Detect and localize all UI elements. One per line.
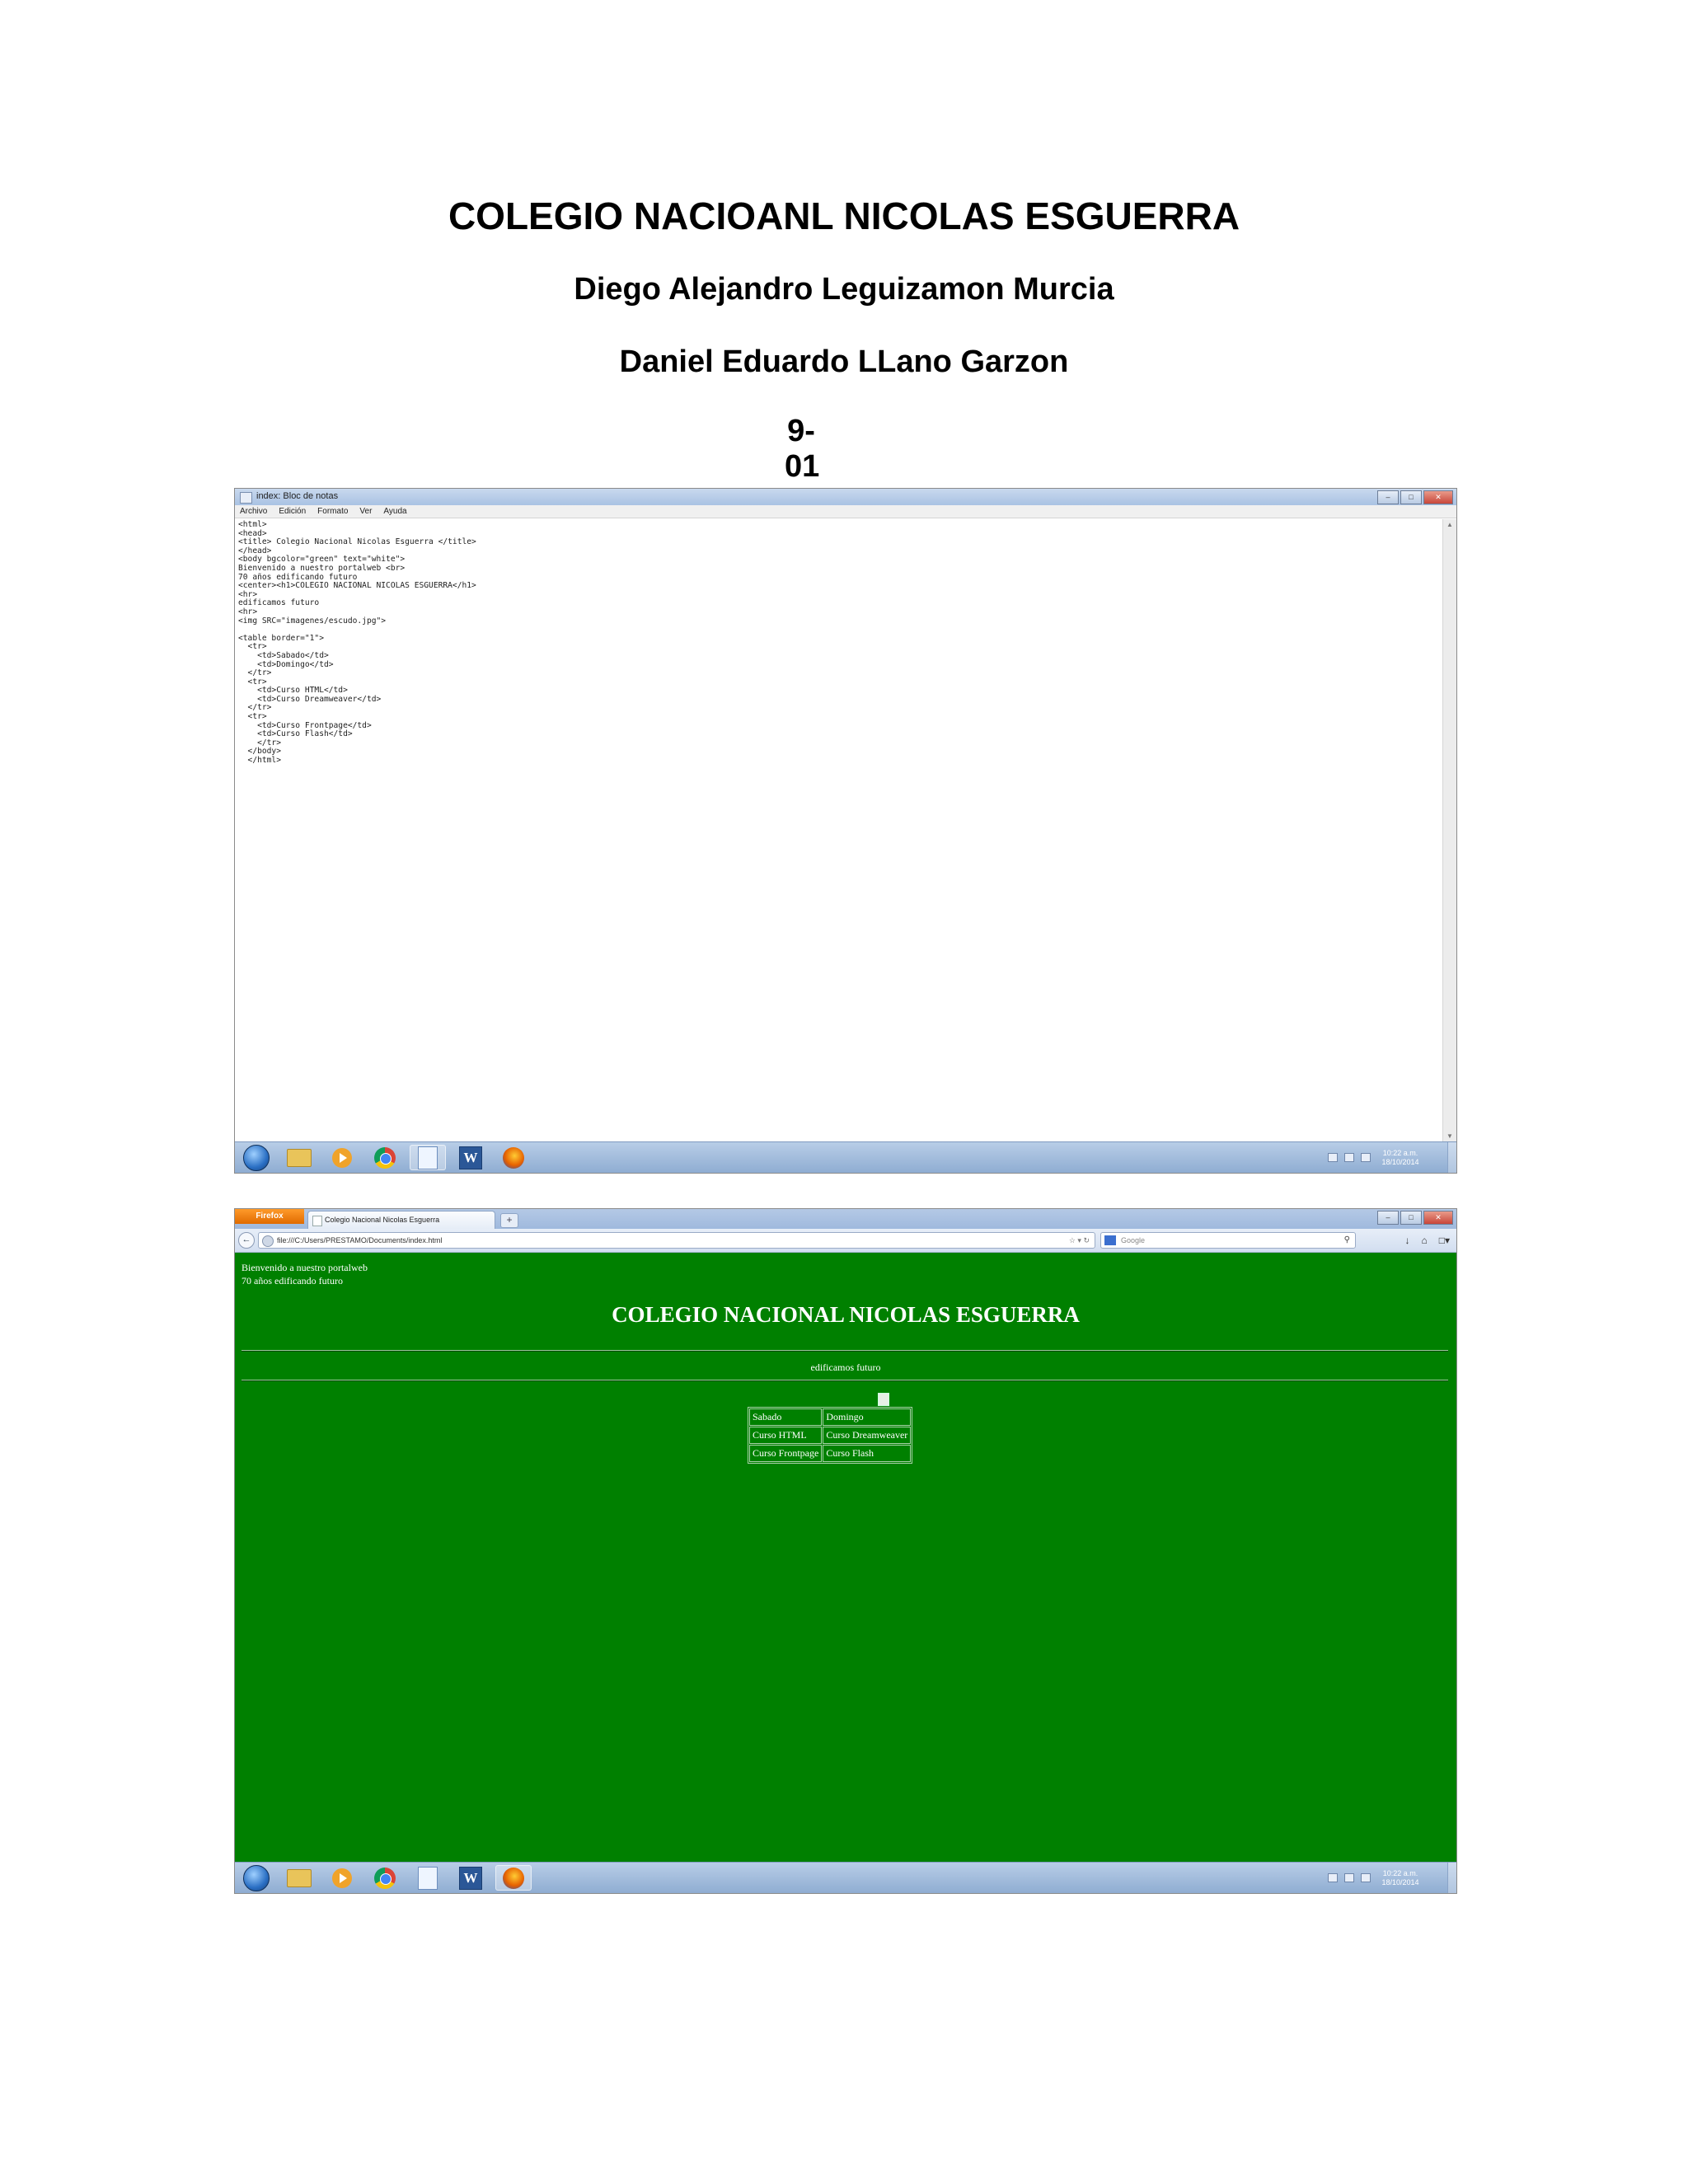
window-controls: [1377, 1211, 1453, 1223]
broken-image-icon: [878, 1393, 889, 1406]
close-button[interactable]: ✕: [1423, 1211, 1453, 1225]
horizontal-rule: [241, 1380, 1448, 1381]
menu-item-formato[interactable]: Formato: [317, 507, 349, 516]
html-source-code: <html> <head> <title> Colegio Nacional Nicolas Esguerra </title> </head> <body bgcolor="green" text="white"> Bienvenido a nuestro portalweb <br> 70 años edificando futuro <center><h1>COLEGIO NACIONAL NICOLAS ESGUERRA</h1> <hr> edificamos futuro <hr> <img SRC="imagenes/escudo.jpg"> <table border="1"> <tr> <td>Sabado</td> <td>Domingo</td> </tr> <tr> <td>Curso HTML</td> <td>Curso Dreamweaver</td> </tr> <tr> <td>Curso Frontpage</td> <td>Curso Flash</td> </tr> </body> </html>: [238, 520, 476, 766]
page-icon: [312, 1216, 322, 1226]
web-page-viewport[interactable]: [235, 1253, 1456, 1863]
horizontal-rule: [241, 1350, 1448, 1352]
table-cell: Sabado: [749, 1408, 822, 1426]
word-icon: W: [459, 1867, 482, 1890]
notepad-editor[interactable]: [235, 519, 1443, 1142]
clock-date: 18/10/2014: [1381, 1157, 1419, 1166]
back-arrow-icon[interactable]: ←: [238, 1232, 255, 1249]
welcome-line: Bienvenido a nuestro portalweb: [241, 1262, 368, 1273]
table-cell: Domingo: [823, 1408, 911, 1426]
word-icon: W: [459, 1146, 482, 1169]
network-icon[interactable]: [1344, 1153, 1354, 1162]
close-button[interactable]: ✕: [1423, 490, 1453, 504]
menu-item-edicion[interactable]: Edición: [279, 507, 307, 516]
media-player-icon: [332, 1148, 352, 1168]
volume-icon[interactable]: [1361, 1153, 1371, 1162]
minimize-button[interactable]: –: [1377, 1211, 1399, 1225]
firefox-icon: [503, 1868, 524, 1889]
notepad-titlebar[interactable]: [235, 489, 1456, 505]
taskbar-firefox[interactable]: [495, 1865, 532, 1891]
network-icon[interactable]: [1344, 1873, 1354, 1882]
notepad-menubar: [235, 505, 1456, 518]
firefox-menu-button[interactable]: Firefox: [235, 1209, 304, 1224]
page-heading: COLEGIO NACIONAL NICOLAS ESGUERRA: [612, 1302, 1080, 1327]
author-name: Diego Alejandro Leguizamon Murcia: [574, 272, 1114, 307]
tray-arrow-icon[interactable]: [1328, 1153, 1338, 1162]
reload-icon[interactable]: ☆ ▾ ↻: [1068, 1236, 1090, 1244]
vertical-scrollbar[interactable]: [1442, 519, 1456, 1142]
motto-text: edificamos futuro: [810, 1361, 881, 1373]
schedule-table: [748, 1407, 912, 1464]
tab-title: Colegio Nacional Nicolas Esguerra: [325, 1216, 440, 1224]
start-button[interactable]: [238, 1865, 274, 1891]
taskbar-notepad[interactable]: [410, 1865, 446, 1891]
table-cell: Curso Frontpage: [749, 1445, 822, 1462]
chrome-icon: [374, 1868, 396, 1889]
windows-taskbar: [235, 1862, 1456, 1893]
menu-icon[interactable]: □▾: [1438, 1235, 1450, 1246]
table-cell: Curso Dreamweaver: [823, 1427, 911, 1444]
firefox-icon: [503, 1147, 524, 1169]
anniversary-line: 70 años edificando futuro: [241, 1275, 343, 1286]
table-row: [749, 1445, 911, 1462]
chrome-icon: [374, 1147, 396, 1169]
scroll-up-icon[interactable]: ▲: [1447, 521, 1453, 528]
windows-logo-icon: [243, 1865, 270, 1891]
clock-time: 10:22 a.m.: [1382, 1868, 1418, 1877]
maximize-button[interactable]: □: [1400, 1211, 1422, 1225]
start-button[interactable]: [238, 1145, 274, 1170]
search-placeholder: Google: [1121, 1236, 1146, 1244]
maximize-button[interactable]: □: [1400, 490, 1422, 504]
browser-tabbar: [235, 1209, 1456, 1229]
notepad-icon: [418, 1867, 438, 1890]
notepad-screenshot: [234, 488, 1457, 1174]
table-cell: Curso Flash: [823, 1445, 911, 1462]
address-bar[interactable]: [258, 1232, 1095, 1249]
clock-date: 18/10/2014: [1381, 1877, 1419, 1886]
clock[interactable]: [1377, 1149, 1423, 1167]
intro-text: [241, 1261, 368, 1287]
browser-toolbar: [1404, 1233, 1450, 1248]
clock[interactable]: [1377, 1869, 1423, 1887]
taskbar-chrome[interactable]: [367, 1145, 403, 1170]
window-controls: [1377, 490, 1453, 503]
clock-time: 10:22 a.m.: [1382, 1148, 1418, 1157]
minimize-button[interactable]: –: [1377, 490, 1399, 504]
browser-navbar: [235, 1229, 1456, 1253]
home-icon[interactable]: ⌂: [1421, 1235, 1428, 1246]
firefox-screenshot: [234, 1208, 1457, 1894]
taskbar-media-player[interactable]: [324, 1145, 360, 1170]
folder-icon: [287, 1149, 312, 1167]
group-code: 9-01: [785, 414, 820, 484]
system-tray: [1308, 1142, 1456, 1173]
globe-icon: [262, 1235, 274, 1247]
google-icon: [1104, 1235, 1116, 1245]
show-desktop-button[interactable]: [1447, 1863, 1456, 1893]
notepad-app-icon: [240, 492, 252, 504]
menu-item-archivo[interactable]: Archivo: [240, 507, 268, 516]
author-name: Daniel Eduardo LLano Garzon: [619, 344, 1069, 379]
search-input[interactable]: [1100, 1232, 1356, 1249]
download-icon[interactable]: ↓: [1404, 1235, 1410, 1246]
document-title: COLEGIO NACIOANL NICOLAS ESGUERRA: [448, 194, 1240, 237]
taskbar-explorer[interactable]: [281, 1865, 317, 1891]
table-row: [749, 1408, 911, 1426]
taskbar-chrome[interactable]: [367, 1865, 403, 1891]
taskbar-notepad[interactable]: [410, 1145, 446, 1170]
volume-icon[interactable]: [1361, 1873, 1371, 1882]
windows-taskbar: [235, 1141, 1456, 1173]
taskbar-explorer[interactable]: [281, 1145, 317, 1170]
tab-colegio[interactable]: [307, 1211, 495, 1229]
show-desktop-button[interactable]: [1447, 1142, 1456, 1173]
url-text: file:///C:/Users/PRESTAMO/Documents/index.html: [277, 1236, 443, 1244]
table-cell: Curso HTML: [749, 1427, 822, 1444]
taskbar-word[interactable]: [452, 1865, 489, 1891]
system-tray: [1308, 1863, 1456, 1893]
windows-logo-icon: [243, 1145, 270, 1171]
taskbar-firefox[interactable]: [495, 1145, 532, 1170]
tray-arrow-icon[interactable]: [1328, 1873, 1338, 1882]
folder-icon: [287, 1869, 312, 1887]
taskbar-media-player[interactable]: [324, 1865, 360, 1891]
menu-item-ayuda[interactable]: Ayuda: [383, 507, 407, 516]
notepad-window-title: index: Bloc de notas: [256, 491, 339, 501]
notepad-icon: [418, 1146, 438, 1169]
taskbar-word[interactable]: [452, 1145, 489, 1170]
table-row: [749, 1427, 911, 1444]
search-icon[interactable]: ⚲: [1343, 1235, 1350, 1244]
scroll-down-icon[interactable]: ▼: [1447, 1132, 1453, 1140]
media-player-icon: [332, 1868, 352, 1888]
menu-item-ver[interactable]: Ver: [359, 507, 373, 516]
new-tab-button[interactable]: +: [500, 1213, 518, 1228]
